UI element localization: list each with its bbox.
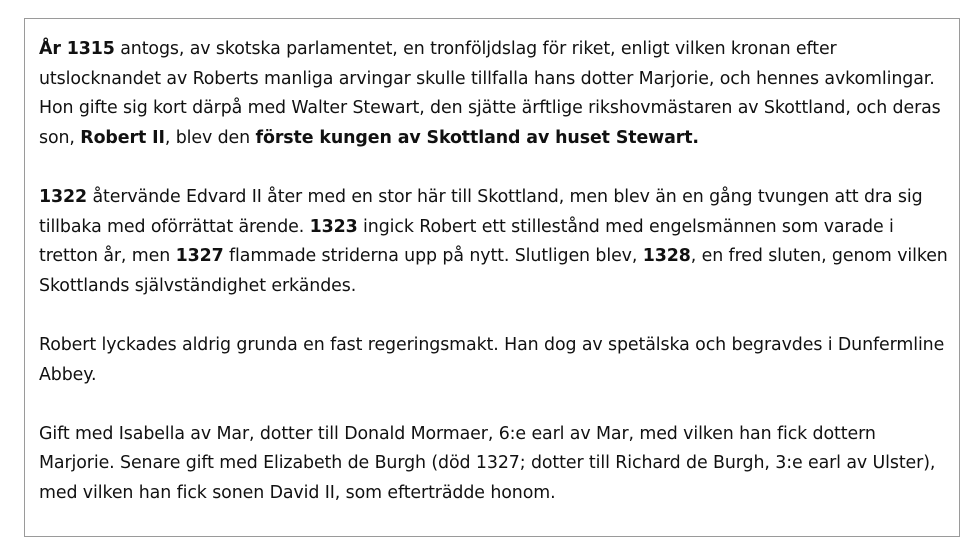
truce-text: ingick Robert ett stillestånd med engelsmännen som varade i tretton år, men xyxy=(39,216,894,267)
paragraph-death xyxy=(39,331,949,390)
paragraph-marriages xyxy=(39,420,949,509)
year-1323-label: 1323 xyxy=(309,216,358,237)
succession-law-text: antogs, av skotska parlamentet, en tronföljdslag för riket, enligt vilken kronan efter utslocknandet av Roberts manliga arvingar skulle tillfalla hans dotter Marjorie, och hennes avkomlingar. Hon gifte sig kort därpå med Walter Stewart, den sjätte ärftlige rikshovmästaren av Skottland, och deras son, xyxy=(39,39,941,148)
paragraph-succession-law xyxy=(39,35,949,153)
edvard-return-text: återvände Edvard II åter med en stor här till Skottland, men blev än en gång tvungen att dra sig tillbaka med oförrättat ärende. xyxy=(39,186,923,237)
first-stewart-king-text: förste kungen av Skottland av huset Stewart. xyxy=(255,127,699,148)
peace-text: , en fred sluten, genom vilken Skottlands självständighet erkändes. xyxy=(39,246,948,296)
year-1327-label: 1327 xyxy=(175,246,224,267)
renewed-fighting-text: flammade striderna upp på nytt. Slutligen blev, xyxy=(223,246,643,267)
marriages-text: Gift med Isabella av Mar, dotter till Donald Mormaer, 6:e earl av Mar, med vilken han fick dottern Marjorie. Senare gift med Elizabeth de Burgh (död 1327; dotter till Richard de Burgh, 3:e earl av Ulster), med vilken han fick sonen David II, som efterträdde honom. xyxy=(39,423,936,503)
paragraph-gap xyxy=(39,301,949,331)
year-1315-label: År 1315 xyxy=(39,39,115,59)
death-text: Robert lyckades aldrig grunda en fast regeringsmakt. Han dog av spetälska och begravdes i Dunfermline Abbey. xyxy=(39,334,945,385)
robert-ii-name: Robert II xyxy=(80,127,165,148)
connector-text: , blev den xyxy=(164,127,256,148)
paragraph-gap xyxy=(39,390,949,420)
year-1328-label: 1328 xyxy=(642,246,691,267)
slide-frame xyxy=(24,18,960,537)
paragraph-war-and-peace xyxy=(39,183,949,301)
year-1322-label: 1322 xyxy=(39,186,88,207)
paragraph-gap xyxy=(39,153,949,183)
text-body xyxy=(39,35,949,509)
